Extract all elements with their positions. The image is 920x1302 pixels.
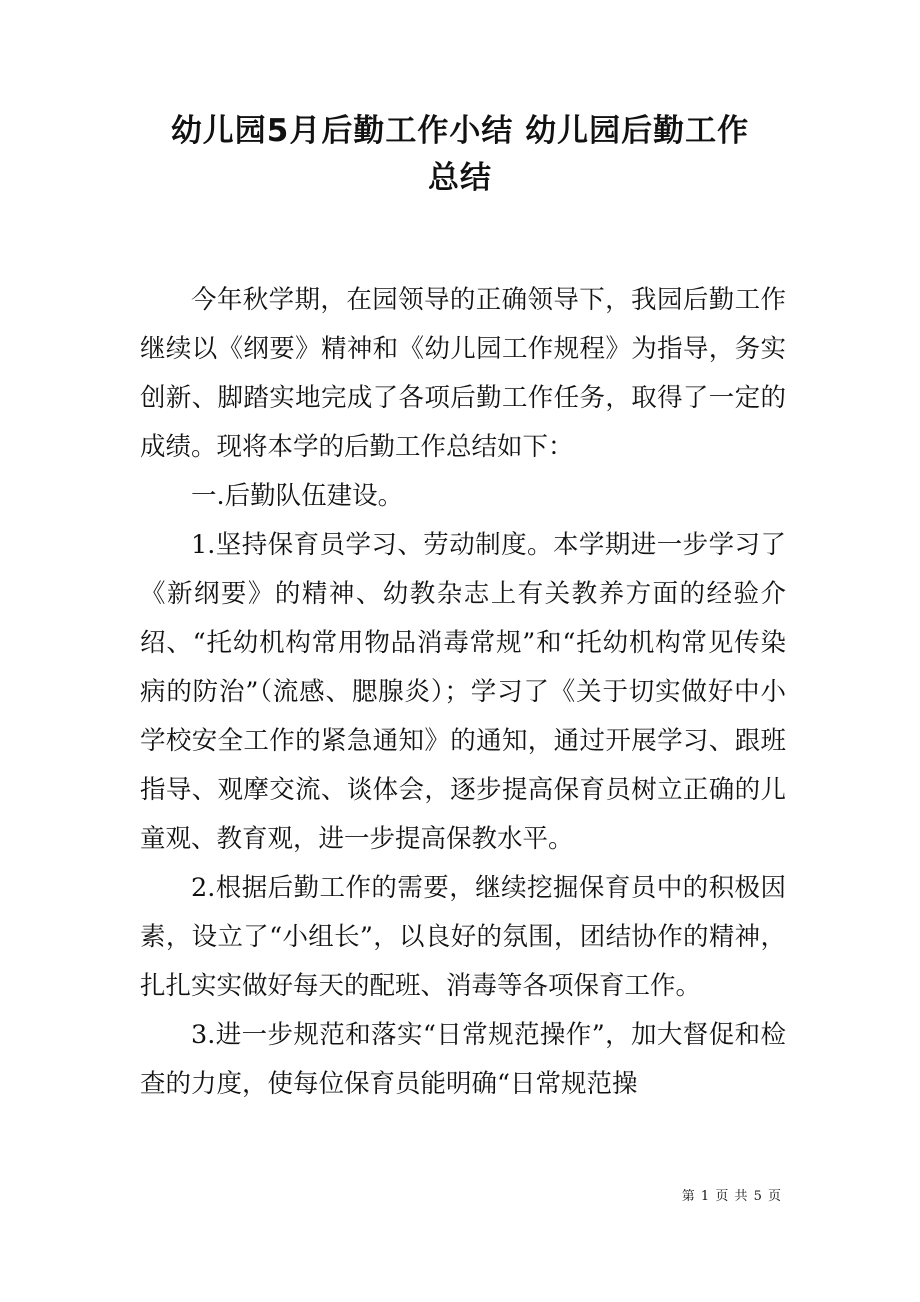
paragraph-intro: 今年秋学期，在园领导的正确领导下，我园后勤工作继续以《纲要》精神和《幼儿园工作规程》为指导，务实创新、脚踏实地完成了各项后勤工作任务，取得了一定的成绩。现将本学的后勤工作总结如下： bbox=[140, 285, 786, 462]
title-line-2: 总结 bbox=[428, 160, 492, 196]
page-number-footer: 第 1 页 共 5 页 bbox=[681, 1189, 782, 1204]
paragraph-item-1: 1.坚持保育员学习、劳动制度。本学期进一步学习了《新纲要》的精神、幼教杂志上有关教养方面的经验介绍、“托幼机构常用物品消毒常规”和“托幼机构常见传染病的防治”（流感、腮腺炎）；学习了《关于切实做好中小学校安全工作的紧急通知》的通知，通过开展学习、跟班指导、观摩交流、谈体会，逐步提高保育员树立正确的儿童观、教育观，进一步提高保教水平。 bbox=[140, 530, 786, 854]
document-title bbox=[120, 108, 800, 202]
paragraph-item-3: 3.进一步规范和落实“日常规范操作”，加大督促和检查的力度，使每位保育员能明确“日常规范操 bbox=[140, 1020, 786, 1099]
section-heading: 一.后勤队伍建设。 bbox=[191, 481, 404, 511]
title-line-1: 幼儿园5月后勤工作小结 幼儿园后勤工作 bbox=[170, 113, 750, 149]
document-body bbox=[140, 276, 786, 1109]
paragraph-item-2: 2.根据后勤工作的需要，继续挖掘保育员中的积极因素，设立了“小组长”，以良好的氛围，团结协作的精神，扎扎实实做好每天的配班、消毒等各项保育工作。 bbox=[140, 873, 786, 1001]
